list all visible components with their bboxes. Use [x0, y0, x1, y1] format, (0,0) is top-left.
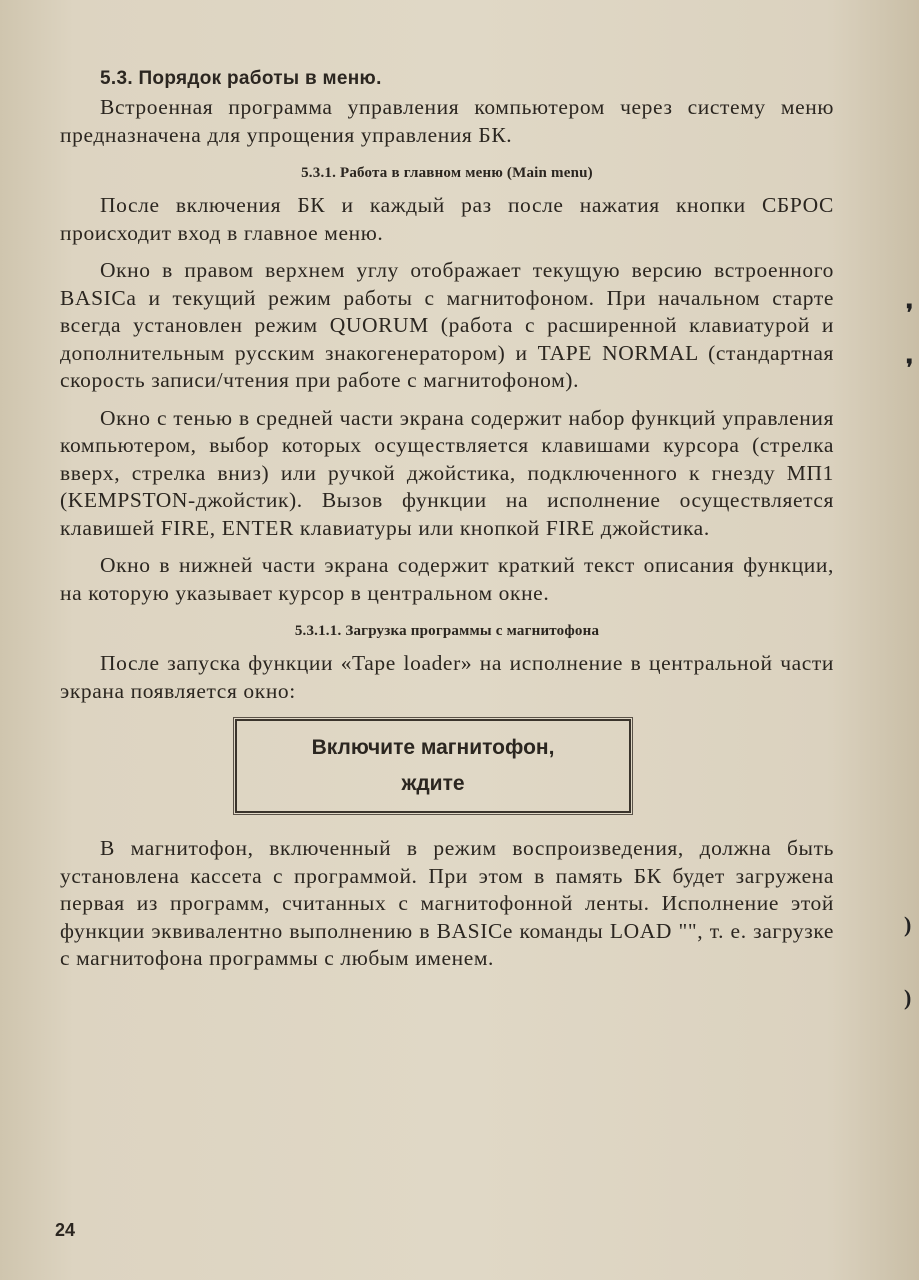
- message-box: [235, 719, 631, 813]
- paragraph-tape-loader-details: В магнитофон, включенный в режим воспроизведения, должна быть установлена кассета с программой. При этом в память БК будет загружена первая из программ, считанных с магнитофонной ленты. Исполнение этой функции эквивалентно выполнению в BASICе команды LOAD "", т. е. загрузке с магнитофона программы с любым именем.: [60, 836, 834, 970]
- paragraph-shadow-window: Окно с тенью в средней части экрана содержит набор функций управления компьютером, выбор которых осуществляется клавишами курсора (стрелка вверх, стрелка вниз) или ручкой джойстика, подключенного к гнезду МП1 (KEMPSTON-джойстик). Вызов функции на исполнение осуществляется клавишей FIRE, ENTER клавиатуры или кнопкой FIRE джойстика.: [60, 405, 834, 540]
- paragraph-bottom-window: Окно в нижней части экрана содержит краткий текст описания функции, на которую указывает курсор в центральном окне.: [60, 553, 834, 605]
- page-number: 24: [55, 1220, 76, 1240]
- binding-mark: ❜: [906, 355, 914, 380]
- intro-paragraph: Встроенная программа управления компьютером через систему меню предназначена для упрощения управления БК.: [60, 95, 834, 147]
- page-content: [60, 68, 834, 983]
- binding-mark: ): [904, 912, 912, 937]
- message-box-line2: ждите: [401, 772, 465, 795]
- paragraph-tape-loader-start: После запуска функции «Tape loader» на исполнение в центральной части экрана появляется окно:: [60, 651, 834, 703]
- binding-mark: ): [904, 985, 912, 1010]
- paragraph-top-right-window: Окно в правом верхнем углу отображает текущую версию встроенного BASICа и текущий режим работы с магнитофоном. При начальном старте всегда установлен режим QUORUM (работа с расширенной клавиатурой и дополнительным русским знакогенератором) и TAPE NORMAL (стандартная скорость записи/чтения при работе с магнитофоном).: [60, 258, 834, 392]
- subsection-heading-main-menu: 5.3.1. Работа в главном меню (Main menu): [301, 165, 593, 181]
- section-heading: 5.3. Порядок работы в меню.: [100, 68, 382, 89]
- paragraph-main-menu-entry: После включения БК и каждый раз после нажатия кнопки СБРОС происходит вход в главное меню.: [60, 193, 834, 245]
- message-box-line1: Включите магнитофон,: [311, 736, 555, 759]
- binding-mark: ❜: [906, 300, 914, 325]
- subsection-heading-tape-loader: 5.3.1.1. Загрузка программы с магнитофона: [294, 623, 600, 639]
